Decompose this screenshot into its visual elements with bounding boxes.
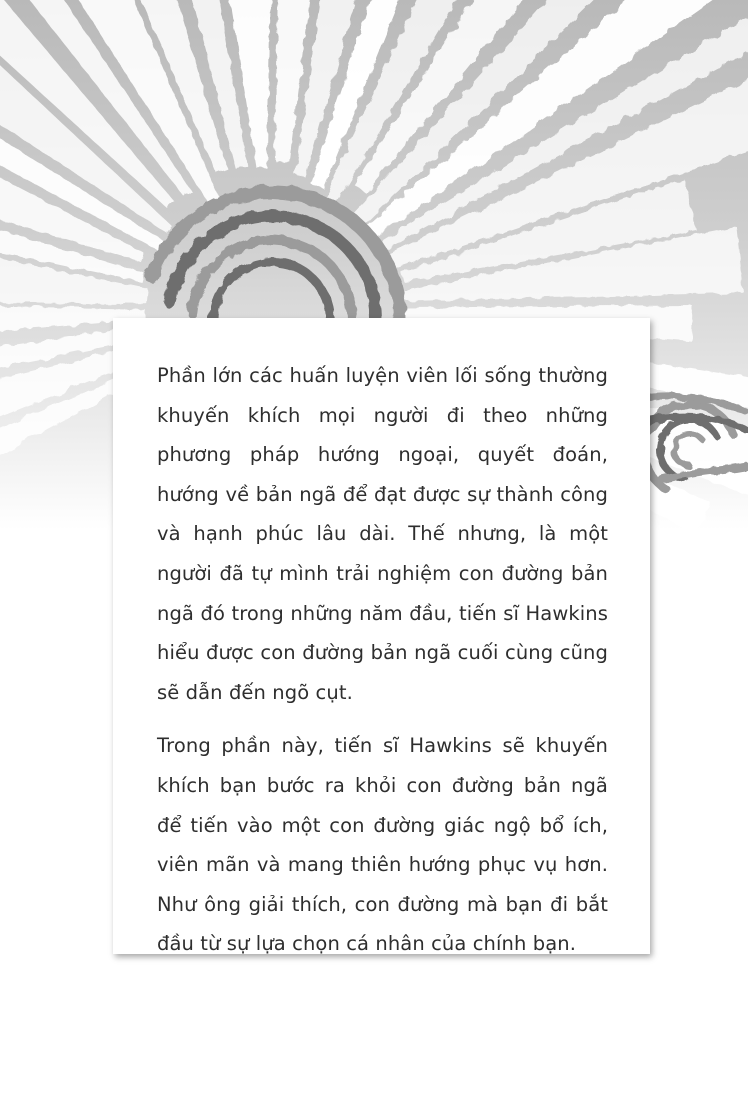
paragraph-1: Phần lớn các huấn luyện viên lối sống thường khuyến khích mọi người đi theo những phương pháp hướng ngoại, quyết đoán, hướng về bản ngã để đạt được sự thành công và hạnh phúc lâu dài. Thế nhưng, là một người đã tự mình trải nghiệm con đường bản ngã đó trong những năm đầu, tiến sĩ Hawkins hiểu được con đường bản ngã cuối cùng cũng sẽ dẫn đến ngõ cụt. — [157, 364, 608, 704]
paragraph-2: Trong phần này, tiến sĩ Hawkins sẽ khuyến khích bạn bước ra khỏi con đường bản ngã để tiến vào một con đường giác ngộ bổ ích, viên mãn và mang thiên hướng phục vụ hơn. Như ông giải thích, con đường mà bạn đi bắt đầu từ sự lựa chọn cá nhân của chính bạn. — [157, 734, 608, 956]
text-card — [113, 318, 650, 954]
